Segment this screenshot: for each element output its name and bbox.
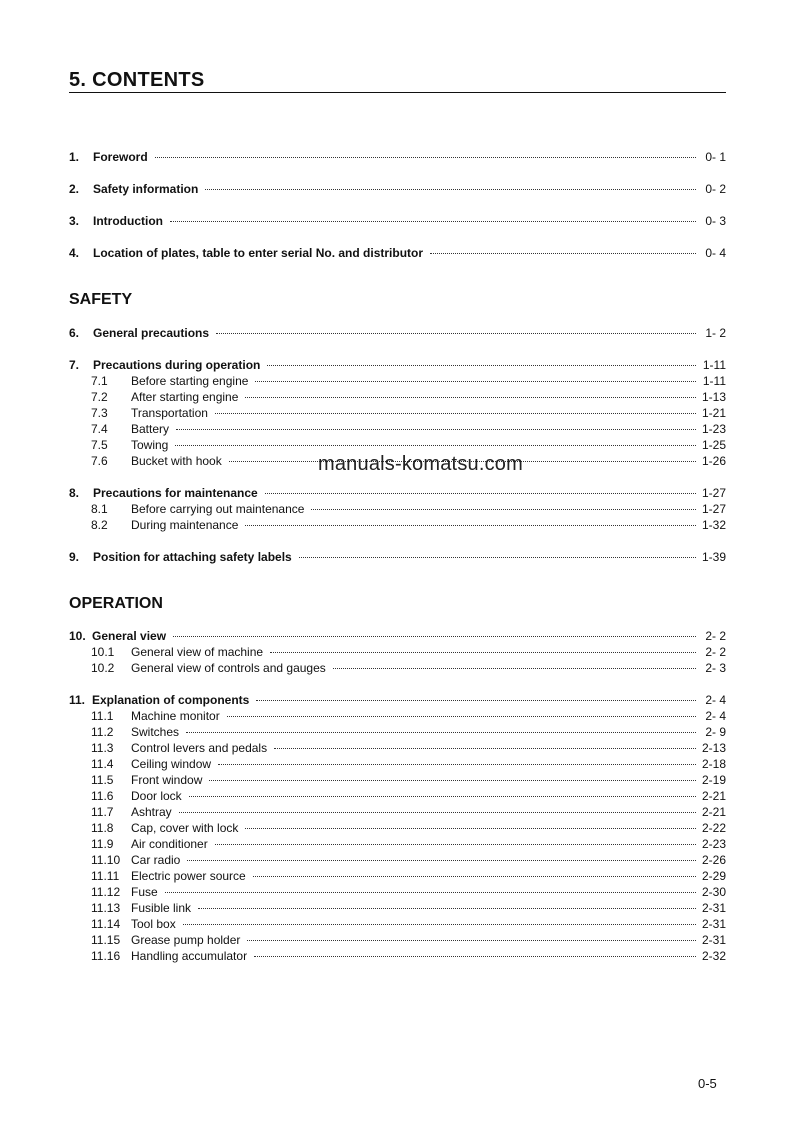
dot-leader bbox=[265, 493, 696, 494]
toc-entry-label: Cap, cover with lock bbox=[131, 821, 239, 835]
toc-entry-number: 11.7 bbox=[91, 805, 114, 819]
dot-leader bbox=[209, 780, 696, 781]
toc-subentry[interactable] bbox=[91, 884, 726, 900]
dot-leader bbox=[267, 365, 696, 366]
dot-leader bbox=[205, 189, 696, 190]
toc-entry-label: Towing bbox=[131, 438, 169, 452]
dot-leader bbox=[245, 828, 696, 829]
toc-entry-number: 7. bbox=[69, 358, 80, 372]
toc-entry-label: General view bbox=[92, 629, 167, 643]
toc-entry-page: 1-11 bbox=[702, 358, 726, 372]
toc-entry-label: Transportation bbox=[131, 406, 208, 420]
toc-entry-label: Location of plates, table to enter serial No. and distributor bbox=[93, 246, 424, 260]
dot-leader bbox=[183, 924, 696, 925]
toc-entry-page: 2-31 bbox=[701, 933, 726, 947]
toc-subentry[interactable] bbox=[91, 660, 726, 676]
dot-leader bbox=[247, 940, 696, 941]
toc-entry-label: Precautions for maintenance bbox=[93, 486, 258, 500]
toc-subentry[interactable] bbox=[91, 900, 726, 916]
toc-entry-label: Bucket with hook bbox=[131, 454, 222, 468]
toc-subentry[interactable] bbox=[91, 756, 726, 772]
contents-header bbox=[69, 68, 726, 93]
toc-entry-safety-information[interactable] bbox=[69, 181, 726, 197]
toc-subentry[interactable] bbox=[91, 740, 726, 756]
toc-entry-page: 1-39 bbox=[701, 550, 726, 564]
toc-subentry[interactable] bbox=[91, 373, 726, 389]
toc-entry-label: Tool box bbox=[131, 917, 176, 931]
dot-leader bbox=[189, 796, 696, 797]
toc-entry-foreword[interactable] bbox=[69, 149, 726, 165]
toc-entry-page: 2- 4 bbox=[705, 693, 726, 707]
toc-entry-label: Car radio bbox=[131, 853, 181, 867]
dot-leader bbox=[299, 557, 696, 558]
toc-entry-safety-labels[interactable] bbox=[69, 549, 726, 565]
toc-entry-number: 8.2 bbox=[91, 518, 108, 532]
toc-entry-explanation-of-components[interactable] bbox=[69, 692, 726, 708]
toc-entry-page: 2-21 bbox=[701, 805, 726, 819]
dot-leader bbox=[175, 445, 696, 446]
toc-entry-label: Ashtray bbox=[131, 805, 172, 819]
toc-entry-number: 10.2 bbox=[91, 661, 115, 675]
toc-entry-location-of-plates[interactable] bbox=[69, 245, 726, 261]
toc-entry-page: 2-30 bbox=[701, 885, 726, 899]
toc-entry-number: 3. bbox=[69, 214, 80, 228]
toc-entry-label: Before starting engine bbox=[131, 374, 249, 388]
toc-entry-number: 11.5 bbox=[91, 773, 114, 787]
toc-entry-page: 1-27 bbox=[701, 486, 726, 500]
toc-entry-general-view[interactable] bbox=[69, 628, 726, 644]
toc-entry-label: Safety information bbox=[93, 182, 199, 196]
toc-entry-number: 11.13 bbox=[91, 901, 121, 915]
toc-entry-page: 2-19 bbox=[701, 773, 726, 787]
toc-entry-number: 11.15 bbox=[91, 933, 121, 947]
toc-entry-number: 7.5 bbox=[91, 438, 108, 452]
dot-leader bbox=[430, 253, 696, 254]
dot-leader bbox=[165, 892, 696, 893]
toc-entry-page: 2-13 bbox=[701, 741, 726, 755]
dot-leader bbox=[179, 812, 696, 813]
dot-leader bbox=[274, 748, 696, 749]
toc-entry-number: 6. bbox=[69, 326, 80, 340]
toc-entry-page: 0- 3 bbox=[705, 214, 726, 228]
dot-leader bbox=[216, 333, 696, 334]
toc-entry-page: 1-27 bbox=[701, 502, 726, 516]
toc-subentry[interactable] bbox=[91, 836, 726, 852]
toc-entry-number: 2. bbox=[69, 182, 80, 196]
toc-entry-number: 11.3 bbox=[91, 741, 114, 755]
toc-entry-label: General view of machine bbox=[131, 645, 264, 659]
toc-entry-label: Door lock bbox=[131, 789, 182, 803]
toc-subentry[interactable] bbox=[91, 772, 726, 788]
dot-leader bbox=[186, 732, 696, 733]
toc-entry-page: 1-13 bbox=[701, 390, 726, 404]
dot-leader bbox=[176, 429, 696, 430]
toc-entry-label: Fuse bbox=[131, 885, 158, 899]
toc-entry-page: 2-18 bbox=[701, 757, 726, 771]
toc-entry-number: 7.3 bbox=[91, 406, 108, 420]
toc-entry-label: Ceiling window bbox=[131, 757, 212, 771]
toc-entry-label: Grease pump holder bbox=[131, 933, 241, 947]
dot-leader bbox=[270, 652, 696, 653]
toc-entry-number: 1. bbox=[69, 150, 80, 164]
dot-leader bbox=[245, 397, 696, 398]
toc-subentry[interactable] bbox=[91, 644, 726, 660]
toc-entry-page: 0- 4 bbox=[705, 246, 726, 260]
dot-leader bbox=[256, 700, 696, 701]
toc-entry-page: 2-21 bbox=[701, 789, 726, 803]
section-heading-operation: OPERATION bbox=[69, 595, 163, 612]
toc-subentry[interactable] bbox=[91, 421, 726, 437]
toc-entry-number: 7.6 bbox=[91, 454, 108, 468]
dot-leader bbox=[218, 764, 696, 765]
page-title: 5. CONTENTS bbox=[69, 69, 205, 91]
dot-leader bbox=[155, 157, 696, 158]
toc-subentry[interactable] bbox=[91, 517, 726, 533]
dot-leader bbox=[254, 956, 696, 957]
toc-subentry[interactable] bbox=[91, 932, 726, 948]
toc-entry-label: Air conditioner bbox=[131, 837, 208, 851]
toc-entry-number: 11.16 bbox=[91, 949, 121, 963]
toc-entry-number: 11.8 bbox=[91, 821, 114, 835]
toc-entry-page: 2-31 bbox=[701, 901, 726, 915]
toc-subentry[interactable] bbox=[91, 437, 726, 453]
toc-subentry[interactable] bbox=[91, 405, 726, 421]
toc-entry-number: 11. bbox=[69, 693, 86, 707]
toc-entry-label: Foreword bbox=[93, 150, 148, 164]
toc-entry-label: General precautions bbox=[93, 326, 210, 340]
dot-leader bbox=[170, 221, 696, 222]
dot-leader bbox=[255, 381, 696, 382]
dot-leader bbox=[215, 844, 696, 845]
toc-entry-number: 8. bbox=[69, 486, 80, 500]
toc-entry-number: 10.1 bbox=[91, 645, 115, 659]
page-number: 0-5 bbox=[698, 1076, 717, 1091]
dot-leader bbox=[245, 525, 696, 526]
dot-leader bbox=[253, 876, 696, 877]
dot-leader bbox=[227, 716, 696, 717]
toc-entry-number: 11.11 bbox=[91, 869, 120, 883]
toc-entry-label: Control levers and pedals bbox=[131, 741, 268, 755]
toc-entry-number: 10. bbox=[69, 629, 86, 643]
toc-entry-number: 9. bbox=[69, 550, 80, 564]
toc-entry-label: Switches bbox=[131, 725, 180, 739]
dot-leader bbox=[333, 668, 696, 669]
toc-entry-number: 11.10 bbox=[91, 853, 121, 867]
toc-entry-page: 1-32 bbox=[701, 518, 726, 532]
toc-entry-number: 7.1 bbox=[91, 374, 108, 388]
toc-entry-page: 1-26 bbox=[701, 454, 726, 468]
dot-leader bbox=[198, 908, 696, 909]
toc-entry-page: 2- 2 bbox=[705, 645, 726, 659]
toc-entry-introduction[interactable] bbox=[69, 213, 726, 229]
toc-entry-number: 7.2 bbox=[91, 390, 108, 404]
toc-entry-label: During maintenance bbox=[131, 518, 239, 532]
toc-entry-page: 2-23 bbox=[701, 837, 726, 851]
toc-subentry[interactable] bbox=[91, 852, 726, 868]
toc-entry-number: 11.4 bbox=[91, 757, 114, 771]
toc-entry-page: 2- 3 bbox=[705, 661, 726, 675]
toc-entry-number: 11.12 bbox=[91, 885, 121, 899]
toc-subentry[interactable] bbox=[91, 948, 726, 964]
toc-entry-number: 11.1 bbox=[91, 709, 114, 723]
dot-leader bbox=[173, 636, 696, 637]
toc-subentry[interactable] bbox=[91, 820, 726, 836]
toc-entry-page: 2- 2 bbox=[705, 629, 726, 643]
toc-entry-page: 2-32 bbox=[701, 949, 726, 963]
toc-entry-number: 11.9 bbox=[91, 837, 114, 851]
toc-subentry[interactable] bbox=[91, 868, 726, 884]
toc-entry-page: 2- 9 bbox=[705, 725, 726, 739]
toc-entry-label: Battery bbox=[131, 422, 170, 436]
toc-entry-page: 0- 2 bbox=[705, 182, 726, 196]
dot-leader bbox=[215, 413, 696, 414]
dot-leader bbox=[311, 509, 696, 510]
toc-entry-label: Position for attaching safety labels bbox=[93, 550, 292, 564]
toc-entry-label: Introduction bbox=[93, 214, 163, 228]
toc-entry-label: Front window bbox=[131, 773, 203, 787]
toc-entry-page: 1-21 bbox=[701, 406, 726, 420]
toc-entry-page: 2-22 bbox=[701, 821, 726, 835]
toc-entry-number: 8.1 bbox=[91, 502, 108, 516]
toc-entry-page: 1-11 bbox=[702, 374, 726, 388]
toc-entry-page: 0- 1 bbox=[705, 150, 726, 164]
toc-entry-label: Explanation of components bbox=[92, 693, 250, 707]
toc-entry-page: 2-26 bbox=[701, 853, 726, 867]
toc-subentry[interactable] bbox=[91, 708, 726, 724]
toc-entry-label: Before carrying out maintenance bbox=[131, 502, 305, 516]
toc-entry-number: 11.2 bbox=[91, 725, 114, 739]
watermark-text: manuals-komatsu.com bbox=[318, 453, 523, 475]
toc-entry-page: 1-23 bbox=[701, 422, 726, 436]
toc-subentry[interactable] bbox=[91, 501, 726, 517]
toc-entry-page: 2- 4 bbox=[705, 709, 726, 723]
toc-entry-number: 7.4 bbox=[91, 422, 108, 436]
toc-entry-label: Electric power source bbox=[131, 869, 246, 883]
toc-entry-label: Fusible link bbox=[131, 901, 192, 915]
toc-entry-label: After starting engine bbox=[131, 390, 239, 404]
toc-entry-page: 2-31 bbox=[701, 917, 726, 931]
toc-subentry[interactable] bbox=[91, 916, 726, 932]
toc-entry-number: 4. bbox=[69, 246, 80, 260]
toc-entry-label: General view of controls and gauges bbox=[131, 661, 326, 675]
section-heading-safety: SAFETY bbox=[69, 291, 133, 308]
toc-subentry[interactable] bbox=[91, 389, 726, 405]
dot-leader bbox=[187, 860, 696, 861]
toc-entry-precautions-during-operation[interactable] bbox=[69, 357, 726, 373]
toc-entry-page: 2-29 bbox=[701, 869, 726, 883]
toc-subentry[interactable] bbox=[91, 788, 726, 804]
toc-entry-label: Machine monitor bbox=[131, 709, 220, 723]
toc-subentry[interactable] bbox=[91, 724, 726, 740]
toc-entry-number: 11.6 bbox=[91, 789, 114, 803]
toc-entry-label: Precautions during operation bbox=[93, 358, 261, 372]
toc-entry-page: 1-25 bbox=[701, 438, 726, 452]
toc-entry-general-precautions[interactable] bbox=[69, 325, 726, 341]
toc-entry-precautions-for-maintenance[interactable] bbox=[69, 485, 726, 501]
toc-subentry[interactable] bbox=[91, 804, 726, 820]
toc-entry-number: 11.14 bbox=[91, 917, 121, 931]
toc-entry-label: Handling accumulator bbox=[131, 949, 248, 963]
toc-entry-page: 1- 2 bbox=[705, 326, 726, 340]
